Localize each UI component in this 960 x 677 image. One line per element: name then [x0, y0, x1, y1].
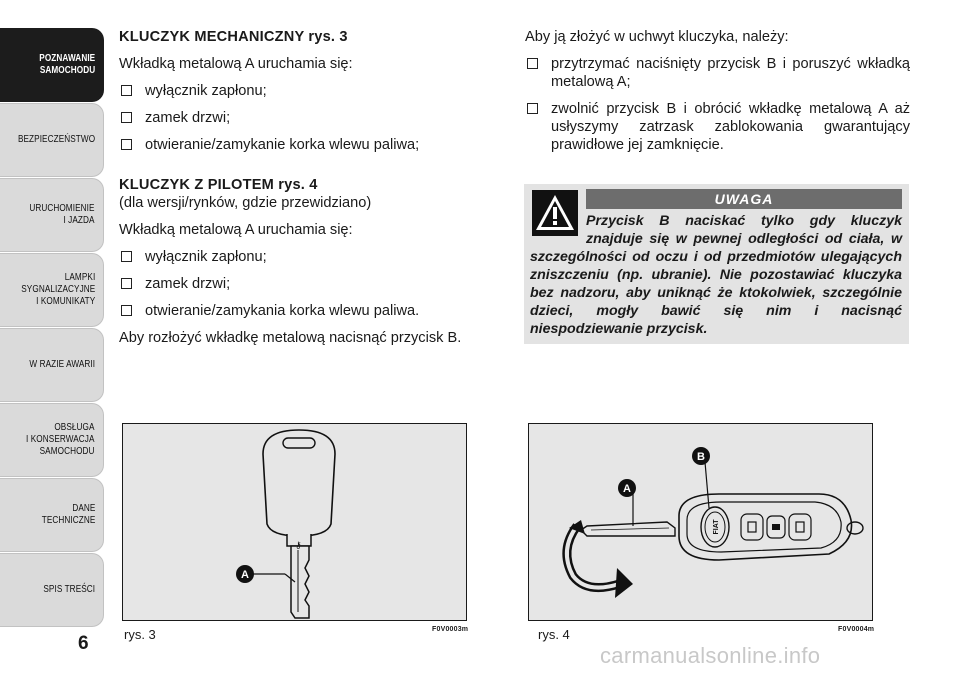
tab-bezpieczenstwo[interactable] [0, 103, 104, 177]
checkbox-bullet-icon [121, 85, 132, 96]
callout-a-label: A [623, 483, 631, 495]
callout-a-badge [235, 564, 255, 584]
tab-lampki-sygnalizacyjne[interactable] [0, 253, 104, 327]
mechanical-key-intro: Wkładką metalową A uruchamia się: [119, 56, 353, 72]
callout-a-badge [617, 478, 637, 498]
tab-label: POZNAWANIE SAMOCHODU [39, 53, 95, 76]
figure-code: F0V0004m [838, 626, 875, 633]
figure-mechanical-key [122, 423, 467, 621]
figure-caption: rys. 3 [124, 627, 156, 642]
figure-remote-key [528, 423, 873, 621]
list-item: zamek drzwi; [119, 275, 489, 293]
mechanical-key-illustration [123, 424, 466, 620]
list-item: wyłącznik zapłonu; [119, 248, 489, 266]
fob-logo-text: FIAT [713, 519, 720, 535]
figure-caption: rys. 4 [538, 627, 570, 642]
svg-text:⚷: ⚷ [295, 541, 302, 551]
callout-b-badge [691, 446, 711, 466]
watermark: carmanualsonline.info [600, 643, 821, 668]
tab-label: SPIS TREŚCI [43, 584, 95, 595]
tab-label: LAMPKI SYGNALIZACYJNE I KOMUNIKATY [20, 272, 95, 307]
callout-a-label: A [241, 569, 249, 581]
list-item: otwieranie/zamykania korka wlewu paliwa. [119, 302, 489, 320]
checkbox-bullet-icon [527, 58, 538, 69]
tab-w-razie-awarii[interactable] [0, 328, 104, 402]
figure-code: F0V0003m [432, 626, 469, 633]
callout-b-label: B [697, 451, 705, 463]
tab-label: DANE TECHNICZNE [41, 503, 95, 526]
page-number: 6 [78, 633, 89, 654]
tab-label: OBSŁUGA I KONSERWACJA SAMOCHODU [26, 422, 95, 457]
remote-key-intro: Wkładką metalową A uruchamia się: [119, 222, 353, 238]
list-item: zwolnić przycisk B i obrócić wkładkę metalową A aż usłyszymy zatrzask zablokowania gwarantujący prawidłowe jej zamknięcie. [525, 100, 910, 154]
tab-poznawanie-samochodu[interactable] [0, 28, 104, 102]
unfold-instruction: Aby rozłożyć wkładkę metalową nacisnąć przycisk B. [119, 330, 462, 346]
checkbox-bullet-icon [121, 139, 132, 150]
section-heading-remote-key: KLUCZYK Z PILOTEM rys. 4 [119, 177, 318, 193]
list-item: przytrzymać naciśnięty przycisk B i poruszyć wkładką metalową A; [525, 55, 910, 91]
warning-title: UWAGA [586, 189, 902, 209]
checkbox-bullet-icon [121, 251, 132, 262]
tab-obsluga-i-konserwacja[interactable] [0, 403, 104, 477]
list-item: zamek drzwi; [119, 109, 489, 127]
fold-intro: Aby ją złożyć w uchwyt kluczyka, należy: [525, 29, 789, 45]
tab-spis-tresci[interactable] [0, 553, 104, 627]
section-heading-mechanical-key: KLUCZYK MECHANICZNY rys. 3 [119, 29, 348, 45]
warning-text: Przycisk B naciskać tylko gdy kluczyk znajduje się w pewnej odległości od ciała, w szczególności od oczu i od przedmiotów ulegających zniszczeniu (np. ubranie). Nie pozostawiać kluczyka bez nadzoru, aby uniknąć że ktokolwiek, szczególnie dzieci, mogły bawić się nim i nacisnąć niespodziewanie przycisk. [530, 213, 902, 337]
remote-key-availability-note: (dla wersji/rynków, gdzie przewidziano) [119, 195, 372, 211]
right-column [525, 28, 910, 154]
checkbox-bullet-icon [121, 305, 132, 316]
tab-dane-techniczne[interactable] [0, 478, 104, 552]
tab-uruchomienie-i-jazda[interactable] [0, 178, 104, 252]
warning-box [524, 184, 909, 344]
tab-label: BEZPIECZEŃSTWO [17, 134, 95, 145]
checkbox-bullet-icon [527, 103, 538, 114]
left-column [119, 28, 489, 347]
tab-label: URUCHOMIENIE I JAZDA [29, 203, 95, 226]
tab-label: W RAZIE AWARII [29, 359, 95, 370]
list-item: otwieranie/zamykanie korka wlewu paliwa; [119, 136, 489, 154]
list-item: wyłącznik zapłonu; [119, 82, 489, 100]
checkbox-bullet-icon [121, 278, 132, 289]
checkbox-bullet-icon [121, 112, 132, 123]
